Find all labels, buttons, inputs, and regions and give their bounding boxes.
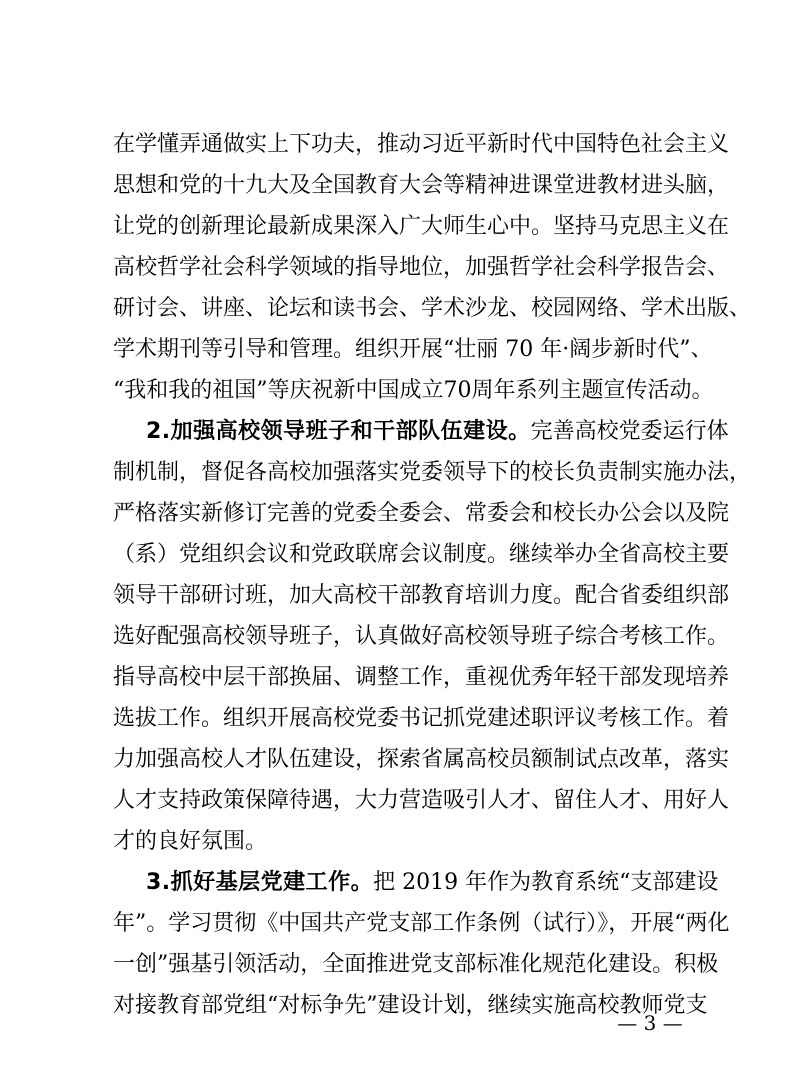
paragraph-line: 严格落实新修订完善的党委全委会、常委会和校长办公会以及院 xyxy=(113,501,730,526)
section-2-heading: 2.加强高校领导班子和干部队伍建设。 xyxy=(146,419,531,444)
paragraph-line: 让党的创新理论最新成果深入广大师生心中。坚持马克思主义在 xyxy=(113,214,730,239)
paragraph-line: 领导干部研讨班，加大高校干部教育培训力度。配合省委组织部 xyxy=(113,583,730,608)
paragraph-line: （系）党组织会议和党政联席会议制度。继续举办全省高校主要 xyxy=(113,542,730,567)
paragraph-line: 人才支持政策保障待遇，大力营造吸引人才、留住人才、用好人 xyxy=(113,788,730,813)
paragraph-line: 制机制，督促各高校加强落实党委领导下的校长负责制实施办法， xyxy=(113,460,752,485)
paragraph-line: 力加强高校人才队伍建设，探索省属高校员额制试点改革，落实 xyxy=(113,747,730,772)
paragraph-line: 学术期刊等引导和管理。组织开展“壮丽 70 年·阔步新时代”、 xyxy=(113,337,713,362)
section-2-first-line-text: 完善高校党委运行体 xyxy=(530,419,729,444)
page-number: — 3 — xyxy=(617,1011,683,1035)
paragraph-line: “我和我的祖国”等庆祝新中国成立70周年系列主题宣传活动。 xyxy=(113,378,714,403)
paragraph-line: 一创”强基引领活动，全面推进党支部标准化规范化建设。积极 xyxy=(113,952,719,977)
paragraph-line: 研讨会、讲座、论坛和读书会、学术沙龙、校园网络、学术出版、 xyxy=(113,296,752,321)
paragraph-line: 思想和党的十九大及全国教育大会等精神进课堂进教材进头脑， xyxy=(113,173,730,198)
paragraph-line: 高校哲学社会科学领域的指导地位，加强哲学社会科学报告会、 xyxy=(113,255,730,280)
section-3-first-line xyxy=(146,863,719,903)
section-3-heading: 3.抓好基层党建工作。 xyxy=(146,870,374,895)
paragraph-line: 选拔工作。组织开展高校党委书记抓党建述职评议考核工作。着 xyxy=(113,706,730,731)
section-3-first-line-text: 把 2019 年作为教育系统“支部建设 xyxy=(373,870,719,895)
paragraph-line: 才的良好氛围。 xyxy=(113,829,268,854)
section-2-first-line xyxy=(146,412,729,452)
paragraph-line: 对接教育部党组“对标争先”建设计划，继续实施高校教师党支 xyxy=(113,993,708,1018)
paragraph-line: 在学懂弄通做实上下功夫，推动习近平新时代中国特色社会主义 xyxy=(113,132,730,157)
paragraph-line: 年”。学习贯彻《中国共产党支部工作条例（试行）》，开展“两化 xyxy=(113,911,730,936)
paragraph-line: 指导高校中层干部换届、调整工作，重视优秀年轻干部发现培养 xyxy=(113,665,730,690)
paragraph-line: 选好配强高校领导班子，认真做好高校领导班子综合考核工作。 xyxy=(113,624,730,649)
